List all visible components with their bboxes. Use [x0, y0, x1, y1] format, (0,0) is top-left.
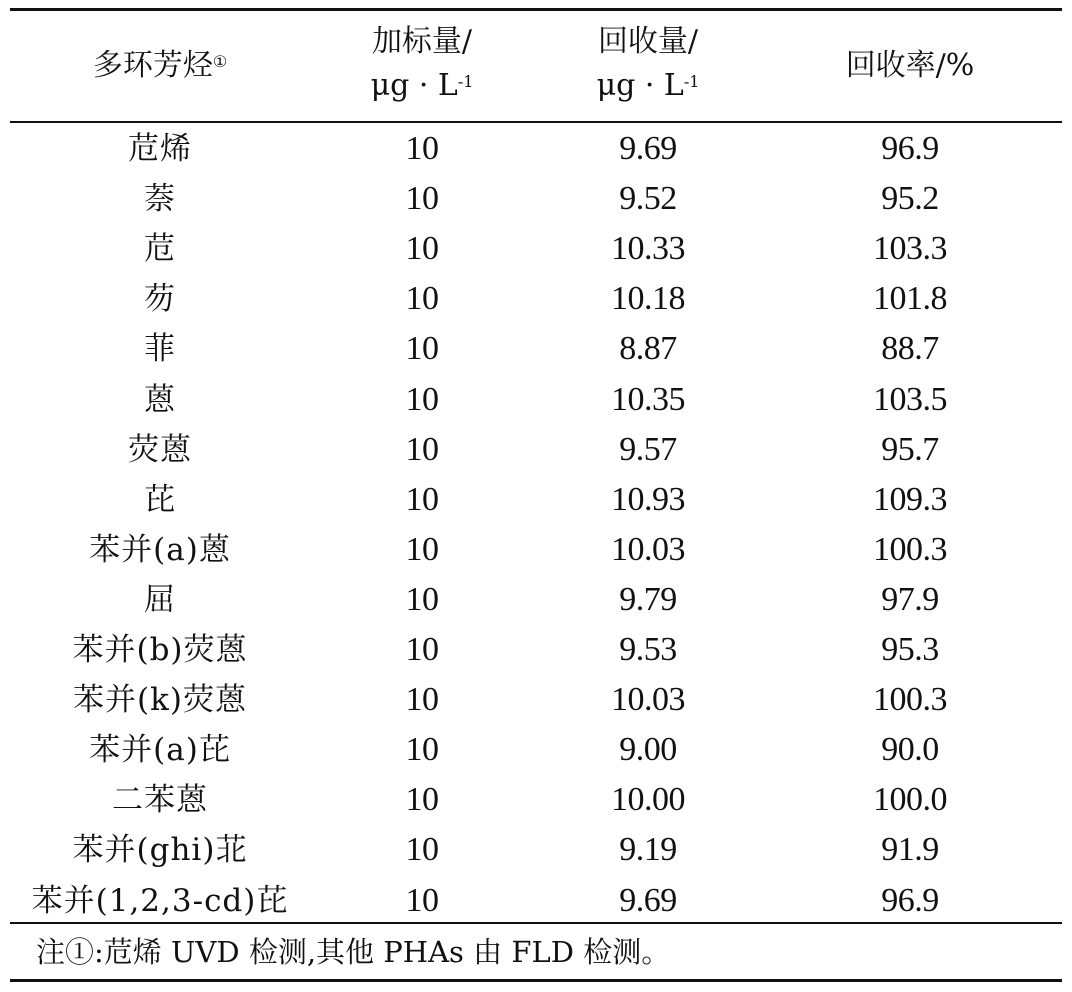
compound-name-cell: 荧蒽: [128, 431, 192, 468]
table-note-rule: [10, 922, 1062, 924]
table-row: [0, 525, 1072, 575]
recovered-amount-cell: 10.03: [611, 681, 685, 719]
table-top-rule: [10, 8, 1062, 11]
recovered-amount-cell: 9.57: [619, 430, 677, 468]
recovered-amount-cell: 9.69: [619, 130, 677, 167]
recovery-rate-cell: 103.5: [873, 380, 947, 418]
table-footnote: 注①:苊烯 UVD 检测,其他 PHAs 由 FLD 检测。: [36, 935, 671, 969]
spike-amount-cell: 10: [405, 831, 439, 869]
header-recovered-unit: [548, 64, 748, 108]
compound-name-cell: 苊: [144, 231, 176, 268]
recovery-rate-cell: 95.7: [881, 430, 939, 468]
recovered-amount-cell: 10.00: [611, 781, 685, 819]
compound-name-cell: 苯并(k)荧蒽: [73, 682, 247, 719]
recovery-rate-cell: 100.3: [873, 681, 947, 719]
table-header-rule: [10, 121, 1062, 123]
recovery-rate-cell: 100.3: [873, 530, 947, 568]
recovery-rate-cell: 96.9: [881, 881, 939, 919]
recovered-amount-cell: 10.03: [611, 530, 685, 568]
recovered-amount-cell: 9.52: [619, 180, 677, 218]
header-spike-unit: [322, 64, 522, 108]
recovery-rate-cell: 95.3: [881, 631, 939, 668]
table-row: [0, 475, 1072, 525]
compound-name-cell: 苯并(ghi)苝: [72, 832, 248, 869]
spike-amount-cell: 10: [405, 681, 439, 719]
compound-name-cell: 菲: [144, 331, 176, 368]
header-recovery-rate: 回收率/%: [845, 48, 975, 83]
spike-amount-cell: 10: [405, 230, 439, 268]
header-recovered-unit-exp: -1: [683, 72, 700, 91]
recovery-rate-cell: 91.9: [881, 831, 939, 869]
table-row: [0, 876, 1072, 926]
recovered-amount-cell: 10.33: [611, 230, 685, 268]
header-spike-amount: [322, 20, 522, 108]
recovered-amount-cell: 8.87: [619, 330, 677, 368]
header-compound: [10, 44, 310, 88]
header-recovered-unit-text: μg · L: [596, 68, 684, 103]
spike-amount-cell: 10: [405, 380, 439, 418]
header-compound-label: 多环芳烃: [92, 48, 213, 83]
table-row: [0, 675, 1072, 725]
recovered-amount-cell: 10.35: [611, 380, 685, 418]
spike-amount-cell: 10: [405, 130, 439, 167]
spike-amount-cell: 10: [405, 180, 439, 218]
table-row: [0, 775, 1072, 825]
compound-name-cell: 苯并(a)蒽: [89, 531, 231, 568]
spike-amount-cell: 10: [405, 480, 439, 518]
spike-amount-cell: 10: [405, 881, 439, 919]
recovery-rate-cell: 103.3: [873, 230, 947, 268]
recovery-rate-cell: 97.9: [881, 580, 939, 618]
table-row: [0, 825, 1072, 875]
table-row: [0, 375, 1072, 425]
spike-amount-cell: 10: [405, 280, 439, 318]
table-row: [0, 274, 1072, 324]
spike-amount-cell: 10: [405, 530, 439, 568]
recovered-amount-cell: 9.19: [619, 831, 677, 869]
recovered-amount-cell: 9.00: [619, 731, 677, 769]
recovered-amount-cell: 9.69: [619, 881, 677, 919]
table-row: [0, 174, 1072, 224]
recovery-rate-cell: 88.7: [881, 330, 939, 368]
compound-name-cell: 苯并(b)荧蒽: [72, 632, 248, 668]
spike-amount-cell: 10: [405, 430, 439, 468]
compound-name-cell: 苯并(1,2,3-cd)芘: [31, 882, 289, 919]
table-row: [0, 625, 1072, 675]
recovered-amount-cell: 9.53: [619, 631, 677, 668]
table-row: [0, 425, 1072, 475]
header-recovered-label: 回收量/: [597, 24, 699, 59]
header-spike-unit-text: μg · L: [370, 68, 458, 103]
table-row: [0, 224, 1072, 274]
table-bottom-rule: [10, 979, 1062, 982]
compound-name-cell: 屈: [144, 581, 176, 618]
recovered-amount-cell: 9.79: [619, 580, 677, 618]
recovered-amount-cell: 10.18: [611, 280, 685, 318]
recovery-rate-cell: 95.2: [881, 180, 939, 218]
table-row: [0, 575, 1072, 625]
spike-amount-cell: 10: [405, 631, 439, 668]
compound-name-cell: 苊烯: [128, 131, 192, 167]
spike-amount-cell: 10: [405, 580, 439, 618]
header-spike-unit-exp: -1: [457, 72, 474, 91]
table-row: [0, 324, 1072, 374]
spike-amount-cell: 10: [405, 731, 439, 769]
header-spike-label: 加标量/: [371, 24, 473, 59]
recovery-rate-cell: 100.0: [873, 781, 947, 819]
compound-name-cell: 芘: [144, 481, 176, 518]
recovery-rate-cell: 101.8: [873, 280, 947, 318]
header-recovered-amount: [548, 20, 748, 108]
compound-name-cell: 萘: [144, 181, 176, 218]
compound-name-cell: 二苯蒽: [112, 782, 208, 819]
table-row: [0, 124, 1072, 174]
recovery-rate-cell: 96.9: [881, 130, 939, 167]
recovered-amount-cell: 10.93: [611, 480, 685, 518]
recovery-rate-cell: 90.0: [881, 731, 939, 769]
compound-name-cell: 苯并(a)芘: [89, 732, 231, 769]
compound-name-cell: 芴: [144, 281, 176, 318]
header-footnote-mark: ①: [212, 52, 228, 71]
spike-amount-cell: 10: [405, 330, 439, 368]
table-row: [0, 725, 1072, 775]
recovery-rate-cell: 109.3: [873, 480, 947, 518]
compound-name-cell: 蒽: [144, 381, 176, 418]
spike-amount-cell: 10: [405, 781, 439, 819]
